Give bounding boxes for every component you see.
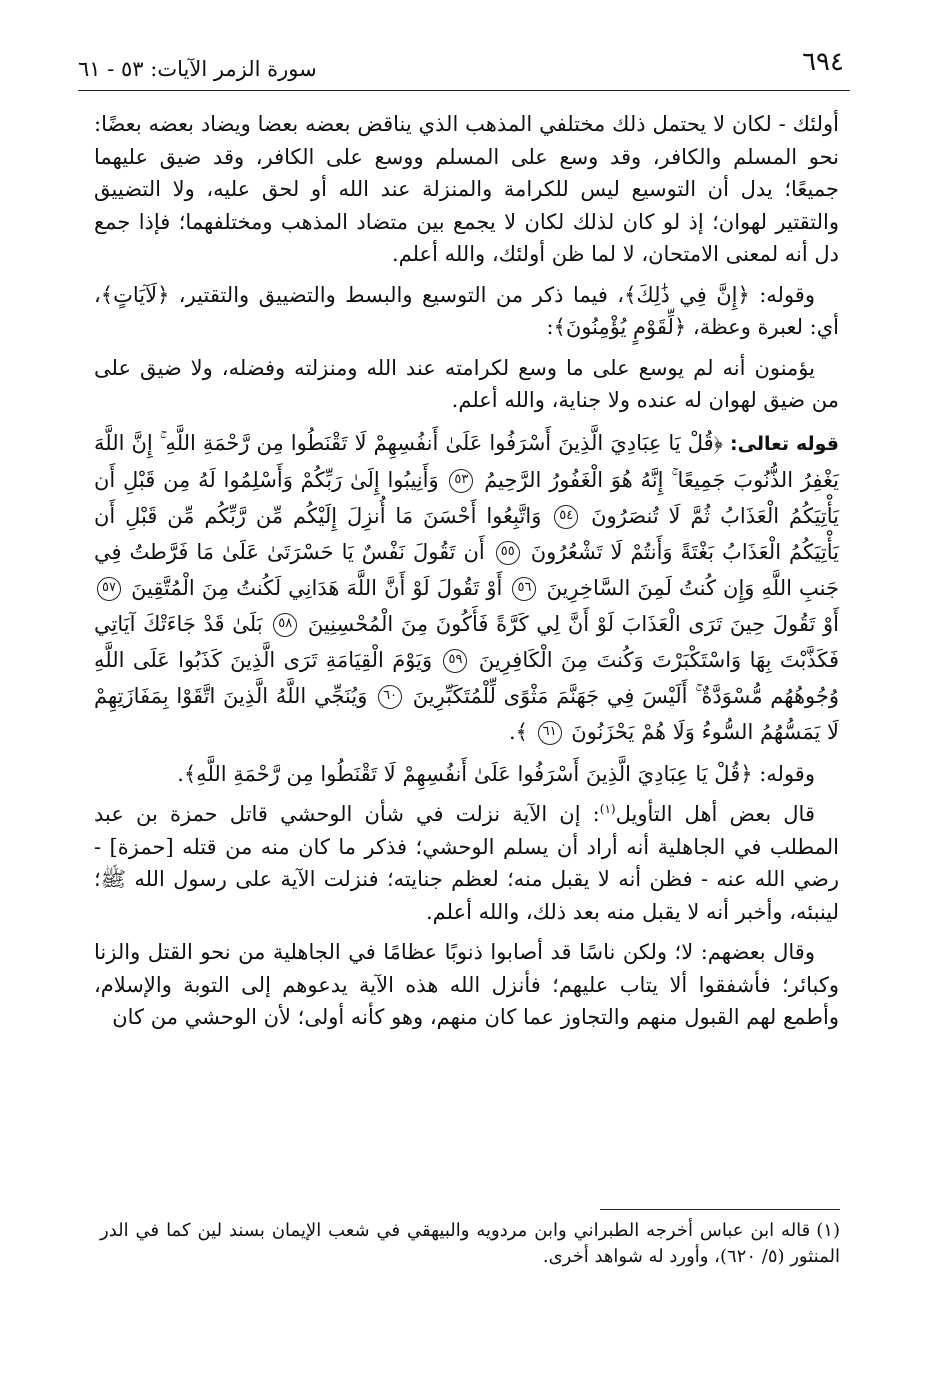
- verse-text: وَيُنَجِّي اللَّهُ الَّذِينَ اتَّقَوْا بِمَفَازَتِهِمْ لَا يَمَسُّهُمُ السُّوءُ وَلَا هُمْ يَحْزَنُونَ: [94, 683, 839, 744]
- ayah-number-marker: ٦١: [538, 721, 562, 745]
- ayah-number-marker: ٥٧: [97, 577, 121, 601]
- main-text: [94, 108, 839, 1042]
- paragraph-2: وقوله: ﴿إِنَّ فِي ذَٰلِكَ﴾، فيما ذكر من التوسيع والبسط والتضييق والتقتير، ﴿لَآيَاتٍ﴾، أي: لعبرة وعظة، ﴿لِّقَوْمٍ يُؤْمِنُونَ﴾:: [94, 282, 839, 339]
- verse-text: أَوْ تَقُولَ لَوْ أَنَّ اللَّهَ هَدَانِي لَكُنتُ مِنَ الْمُتَّقِينَ: [131, 575, 503, 600]
- verse-text: وَاتَّبِعُوا أَحْسَنَ مَا أُنزِلَ إِلَيْكُم مِّن رَّبِّكُم مِّن قَبْلِ أَن يَأْتِيَكُمُ الْعَذَابُ بَغْتَةً وَأَنتُمْ لَا تَشْعُرُونَ: [94, 503, 839, 564]
- footnote: [100, 1218, 840, 1270]
- paragraph-5-start: قال بعض أهل التأويل: [615, 802, 815, 826]
- footnote-reference[interactable]: (١): [599, 802, 616, 816]
- verse-text: ﴿قُلْ يَا عِبَادِيَ الَّذِينَ أَسْرَفُوا عَلَىٰ أَنفُسِهِمْ لَا تَقْنَطُوا مِن رَّحْمَةِ اللَّهِ ۚ إِنَّ اللَّهَ يَغْفِرُ الذُّنُوبَ جَمِيعًا ۚ إِنَّهُ هُوَ الْغَفُورُ الرَّحِيمُ: [94, 430, 839, 492]
- ayah-number-marker: ٥٦: [512, 577, 536, 601]
- ayah-number-marker: ٥٩: [443, 649, 467, 673]
- verse-lead-label: قوله تعالى:: [730, 432, 839, 455]
- paragraph-5-rest: : إن الآية نزلت في شأن الوحشي قاتل حمزة بن عبد المطلب في الجاهلية أنه أراد أن يسلم الوحشي؛ فذكر ما كان منه من قتله [حمزة] - رضي الله عنه - فظن أنه لا يقبل منه؛ لعظم جنايته؛ فنزلت الآية على رسول الله ﷺ؛ لينبئه، وأخبر أنه لا يقبل منه بعد ذلك، والله أعلم.: [94, 802, 839, 924]
- verse-text: وَأَنِيبُوا إِلَىٰ رَبِّكُمْ وَأَسْلِمُوا لَهُ مِن قَبْلِ أَن يَأْتِيَكُمُ الْعَذَابُ ثُمَّ لَا تُنصَرُونَ: [94, 467, 839, 528]
- verse-text: أَن تَقُولَ نَفْسٌ يَا حَسْرَتَىٰ عَلَىٰ مَا فَرَّطتُ فِي جَنبِ اللَّهِ وَإِن كُنتُ لَمِنَ السَّاخِرِينَ: [94, 539, 839, 600]
- paragraph-1: أولئك - لكان لا يحتمل ذلك مختلفي المذهب الذي يناقض بعضه بعضا ويضاد بعضه بعضًا: نحو المسلم والكافر، وقد وسع على المسلم ووسع على الكافر، وقد ضيق عليهما جميعًا؛ يدل أن التوسيع ليس للكرامة والمنزلة عند الله أو لحق عليه، ولا التضييق والتقتير لهوان؛ إذ لو كان لذلك لكان لا يجمع بين متضاد المذهب ومختلفهما؛ فإذا جمع دل أنه لمعنى الامتحان، لا لما ظن أولئك، والله أعلم.: [94, 112, 839, 266]
- ayah-number-marker: ٦٠: [378, 685, 402, 709]
- quran-verses-block: [94, 425, 839, 750]
- page-number: ٦٩٤: [802, 47, 844, 77]
- running-title: سورة الزمر الآيات: ٥٣ - ٦١: [78, 57, 317, 81]
- verse-text: وَيَوْمَ الْقِيَامَةِ تَرَى الَّذِينَ كَذَبُوا عَلَى اللَّهِ وُجُوهُهُم مُّسْوَدَّةٌ ۚ أَلَيْسَ فِي جَهَنَّمَ مَثْوًى لِّلْمُتَكَبِّرِينَ: [94, 647, 839, 708]
- paragraph-5: [94, 798, 839, 928]
- ayah-number-marker: ٥٨: [273, 613, 297, 637]
- footnote-number: (١): [816, 1220, 840, 1241]
- header-divider: [78, 90, 850, 91]
- page-header: [78, 44, 850, 94]
- ayah-number-marker: ٥٤: [554, 505, 578, 529]
- verse-text: أَوْ تَقُولَ حِينَ تَرَى الْعَذَابَ لَوْ أَنَّ لِي كَرَّةً فَأَكُونَ مِنَ الْمُحْسِنِينَ: [307, 611, 839, 636]
- footnote-text: قاله ابن عباس أخرجه الطبراني وابن مردويه والبيهقي في شعب الإيمان بسند لين كما في الدر المنثور (٥/ ٦٢٠)، وأورد له شواهد أخرى.: [100, 1220, 840, 1267]
- paragraph-6: وقال بعضهم: لا؛ ولكن ناسًا قد أصابوا ذنوبًا عظامًا في الجاهلية من نحو القتل والزنا وكبائر؛ فأشفقوا ألا يتاب عليهم؛ فأنزل الله هذه الآية يدعوهم إلى التوبة والإسلام، وأطمع لهم القبول منهم والتجاوز عما كان منهم، وهو كأنه أولى؛ لأن الوحشي من كان: [94, 940, 839, 1029]
- verse-closing-bracket: ﴾.: [508, 719, 528, 744]
- ayah-number-marker: ٥٥: [496, 541, 520, 565]
- footnote-divider: [600, 1209, 840, 1210]
- paragraph-3: يؤمنون أنه لم يوسع على ما وسع لكرامته عند الله ومنزلته وفضله، ولا ضيق على من ضيق لهوان له عنده ولا جناية، والله أعلم.: [94, 355, 839, 412]
- ayah-number-marker: ٥٣: [449, 469, 473, 493]
- verse-text: بَلَىٰ قَدْ جَاءَتْكَ آيَاتِي فَكَذَّبْتَ بِهَا وَاسْتَكْبَرْتَ وَكُنتَ مِنَ الْكَافِرِينَ: [94, 611, 839, 672]
- paragraph-4: وقوله: ﴿قُلْ يَا عِبَادِيَ الَّذِينَ أَسْرَفُوا عَلَىٰ أَنفُسِهِمْ لَا تَقْنَطُوا مِن رَّحْمَةِ اللَّهِ﴾.: [177, 761, 815, 786]
